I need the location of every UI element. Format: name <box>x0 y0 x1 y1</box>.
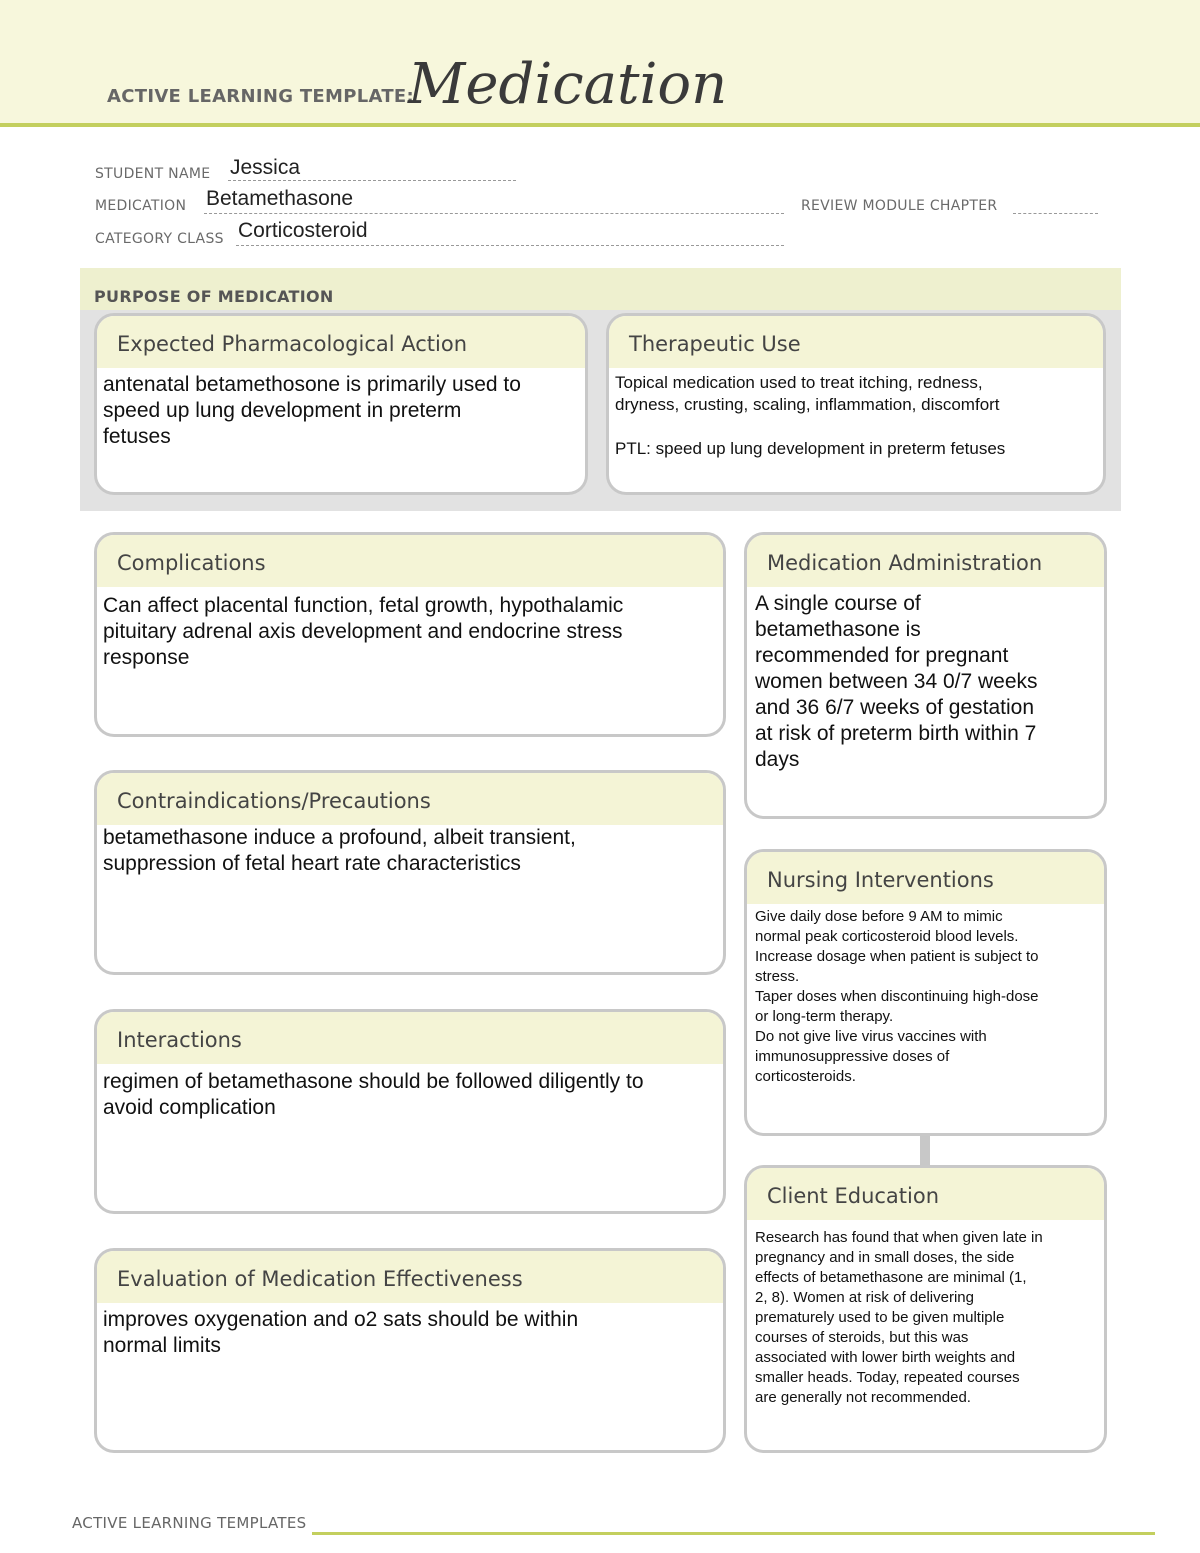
box-header <box>609 316 1103 368</box>
expected-action-text[interactable]: antenatal betamethosone is primarily used to speed up lung development in preterm fetuses <box>103 373 521 448</box>
medication-label: MEDICATION <box>95 198 187 214</box>
administration-title: Medication Administration <box>767 551 1043 575</box>
client-education-title: Client Education <box>767 1184 940 1208</box>
administration-text[interactable]: A single course of betamethasone is recommended for pregnant women between 34 0/7 weeks and 36 6/7 weeks of gestation at risk of preterm birth within 7 days <box>755 592 1038 771</box>
box-header <box>97 773 723 825</box>
footer-label: ACTIVE LEARNING TEMPLATES <box>72 1514 307 1532</box>
box-header <box>747 535 1104 587</box>
page-title: Medication <box>408 52 728 117</box>
therapeutic-use-text[interactable]: Topical medication used to treat itching, redness, dryness, crusting, scaling, inflammation, discomfort PTL: speed up lung development in preterm fetuses <box>615 373 1006 458</box>
footer-divider <box>312 1532 1155 1535</box>
evaluation-box <box>94 1248 726 1453</box>
medication-field[interactable]: Betamethasone <box>206 187 354 210</box>
nursing-interventions-box <box>744 849 1107 1136</box>
review-module-line <box>1013 213 1098 214</box>
category-class-field[interactable]: Corticosteroid <box>238 219 368 242</box>
student-name-line <box>228 180 516 181</box>
medication-line <box>204 213 784 214</box>
connector-bar <box>920 1134 930 1166</box>
box-header <box>97 535 723 587</box>
interactions-title: Interactions <box>117 1028 242 1052</box>
purpose-section-title: PURPOSE OF MEDICATION <box>94 287 334 306</box>
complications-title: Complications <box>117 551 266 575</box>
interactions-box <box>94 1009 726 1214</box>
contraindications-text[interactable]: betamethasone induce a profound, albeit transient, suppression of fetal heart rate characteristics <box>103 826 576 875</box>
therapeutic-use-box <box>606 313 1106 495</box>
header-divider <box>0 123 1200 127</box>
template-label: ACTIVE LEARNING TEMPLATE: <box>107 86 414 107</box>
contraindications-title: Contraindications/Precautions <box>117 789 431 813</box>
interactions-text[interactable]: regimen of betamethasone should be followed diligently to avoid complication <box>103 1070 644 1119</box>
box-header <box>97 1012 723 1064</box>
box-header <box>747 852 1104 904</box>
nursing-interventions-title: Nursing Interventions <box>767 868 994 892</box>
category-class-line <box>236 245 784 246</box>
student-name-field[interactable]: Jessica <box>230 156 301 179</box>
box-header <box>747 1168 1104 1220</box>
category-class-label: CATEGORY CLASS <box>95 231 224 247</box>
client-education-text[interactable]: Research has found that when given late in pregnancy and in small doses, the side effects of betamethasone are minimal (1, 2, 8). Women at risk of delivering prematurely used to be given multiple courses of steroids, but this was associated with lower birth weights and smaller heads. Today, repeated courses are generally not recommended. <box>755 1229 1043 1406</box>
client-education-box <box>744 1165 1107 1453</box>
evaluation-text[interactable]: improves oxygenation and o2 sats should be within normal limits <box>103 1308 579 1357</box>
expected-action-title: Expected Pharmacological Action <box>117 332 468 356</box>
box-header <box>97 316 585 368</box>
contraindications-box <box>94 770 726 975</box>
review-module-label: REVIEW MODULE CHAPTER <box>801 198 998 214</box>
expected-action-box <box>94 313 588 495</box>
complications-box <box>94 532 726 737</box>
box-header <box>97 1251 723 1303</box>
evaluation-title: Evaluation of Medication Effectiveness <box>117 1267 523 1291</box>
administration-box <box>744 532 1107 819</box>
complications-text[interactable]: Can affect placental function, fetal growth, hypothalamic pituitary adrenal axis development and endocrine stress response <box>103 594 624 669</box>
student-name-label: STUDENT NAME <box>95 166 211 182</box>
therapeutic-use-title: Therapeutic Use <box>629 332 801 356</box>
nursing-interventions-text[interactable]: Give daily dose before 9 AM to mimic normal peak corticosteroid blood levels. Increase dosage when patient is subject to stress. Taper doses when discontinuing high-dose or long-term therapy. Do not give live virus vaccines with immunosuppressive doses of corticosteroids. <box>755 908 1039 1085</box>
